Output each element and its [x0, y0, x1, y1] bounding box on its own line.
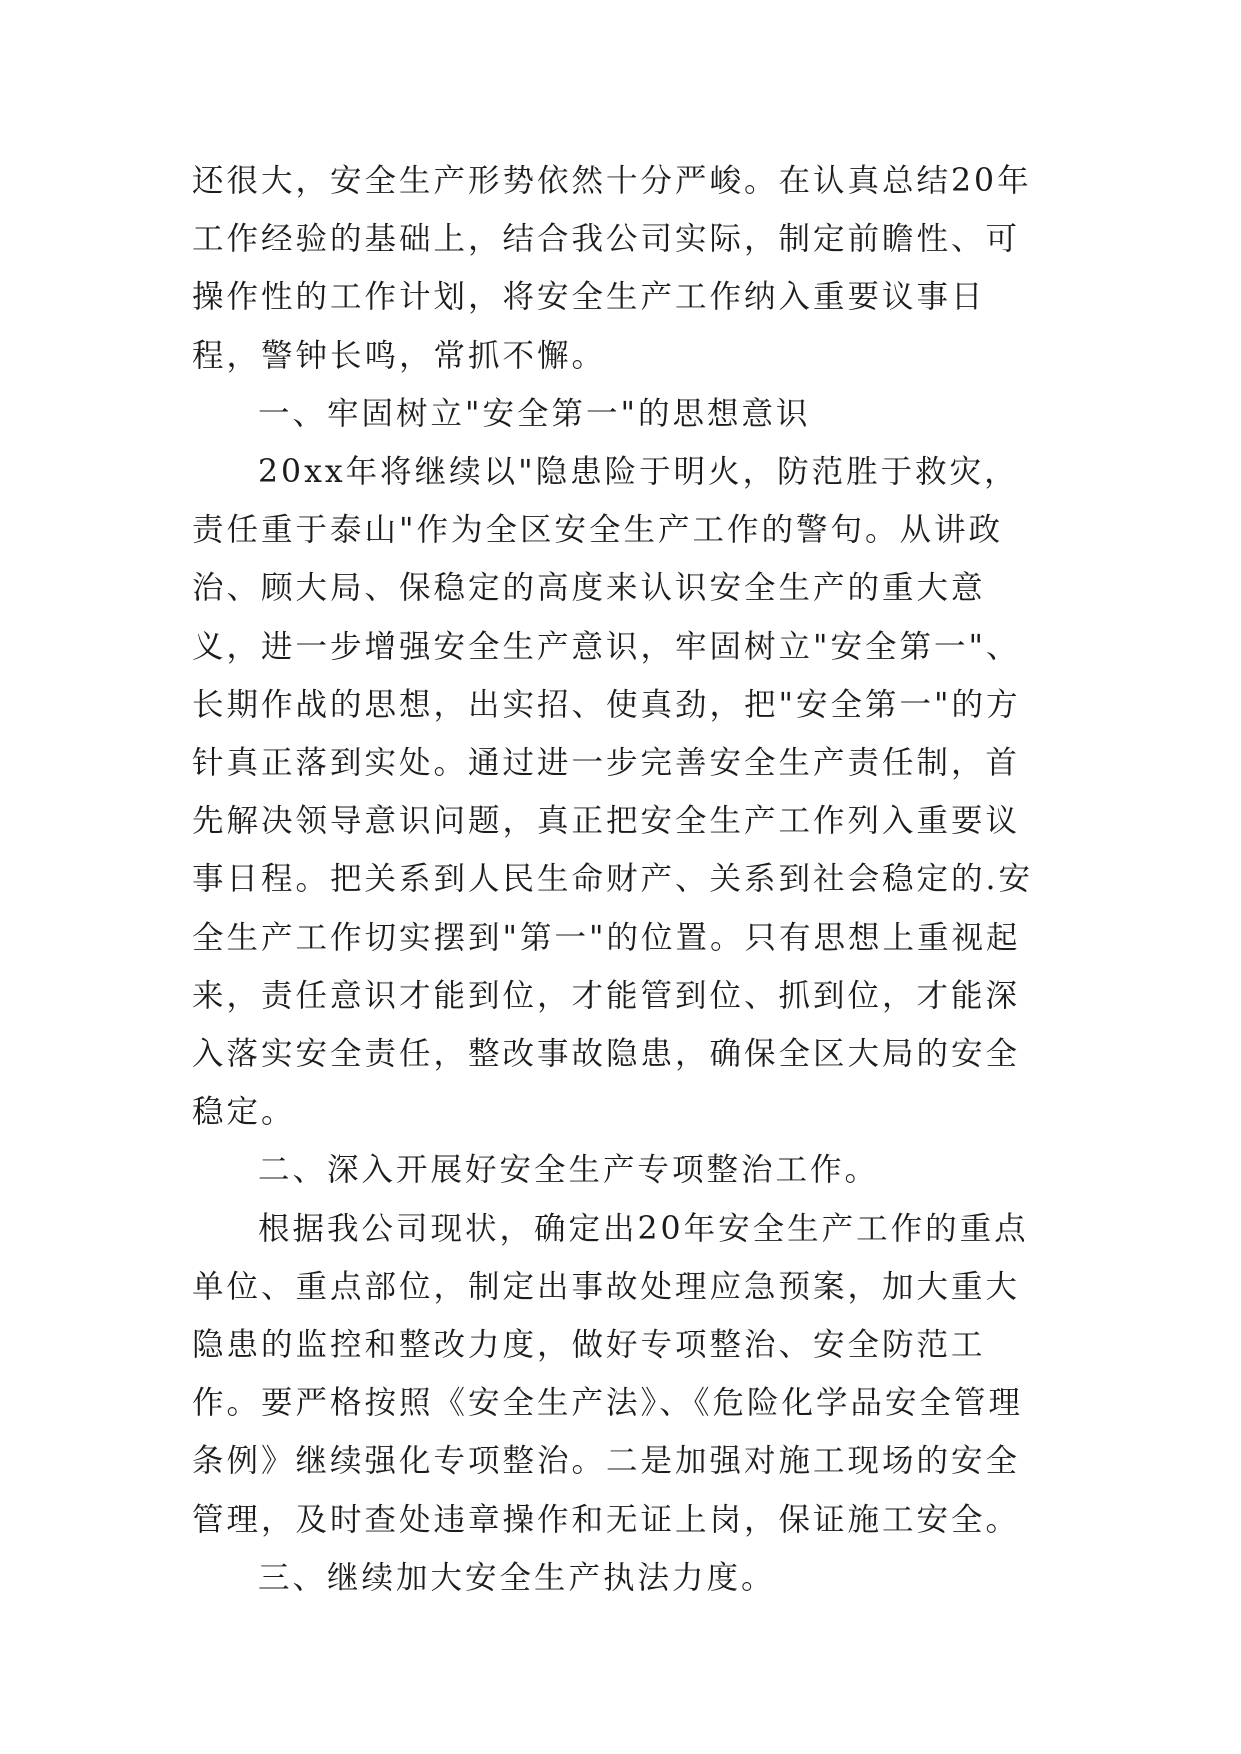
heading-section-3: 三、继续加大安全生产执法力度。: [258, 1559, 776, 1596]
heading-section-1: 一、牢固树立"安全第一"的思想意识: [258, 395, 811, 432]
heading-section-2: 二、深入开展好安全生产专项整治工作。: [258, 1152, 880, 1189]
paragraph-intro: 还很大，安全生产形势依然十分严峻。在认真总结20年工作经验的基础上，结合我公司实际，制定前瞻性、可操作性的工作计划，将安全生产工作纳入重要议事日程，警钟长鸣，常抓不懈。: [192, 163, 1032, 374]
paragraph-section-2: 根据我公司现状，确定出20年安全生产工作的重点单位、重点部位，制定出事故处理应急预案，加大重大隐患的监控和整改力度，做好专项整治、安全防范工作。要严格按照《安全生产法》、《危险化学品安全管理条例》继续强化专项整治。二是加强对施工现场的安全管理，及时查处违章操作和无证上岗，保证施工安全。: [192, 1210, 1029, 1538]
paragraph-section-1: 20xx年将继续以"隐患险于明火，防范胜于救灾，责任重于泰山"作为全区安全生产工作的警句。从讲政治、顾大局、保稳定的高度来认识安全生产的重大意义，进一步增强安全生产意识，牢固树立"安全第一"、长期作战的思想，出实招、使真劲，把"安全第一"的方针真正落到实处。通过进一步完善安全生产责任制，首先解决领导意识问题，真正把安全生产工作列入重要议事日程。把关系到人民生命财产、关系到社会稳定的.安全生产工作切实摆到"第一"的位置。只有思想上重视起来，责任意识才能到位，才能管到位、抓到位，才能深入落实安全责任，整改事故隐患，确保全区大局的安全稳定。: [192, 454, 1034, 1131]
document-body: [192, 152, 1052, 1607]
